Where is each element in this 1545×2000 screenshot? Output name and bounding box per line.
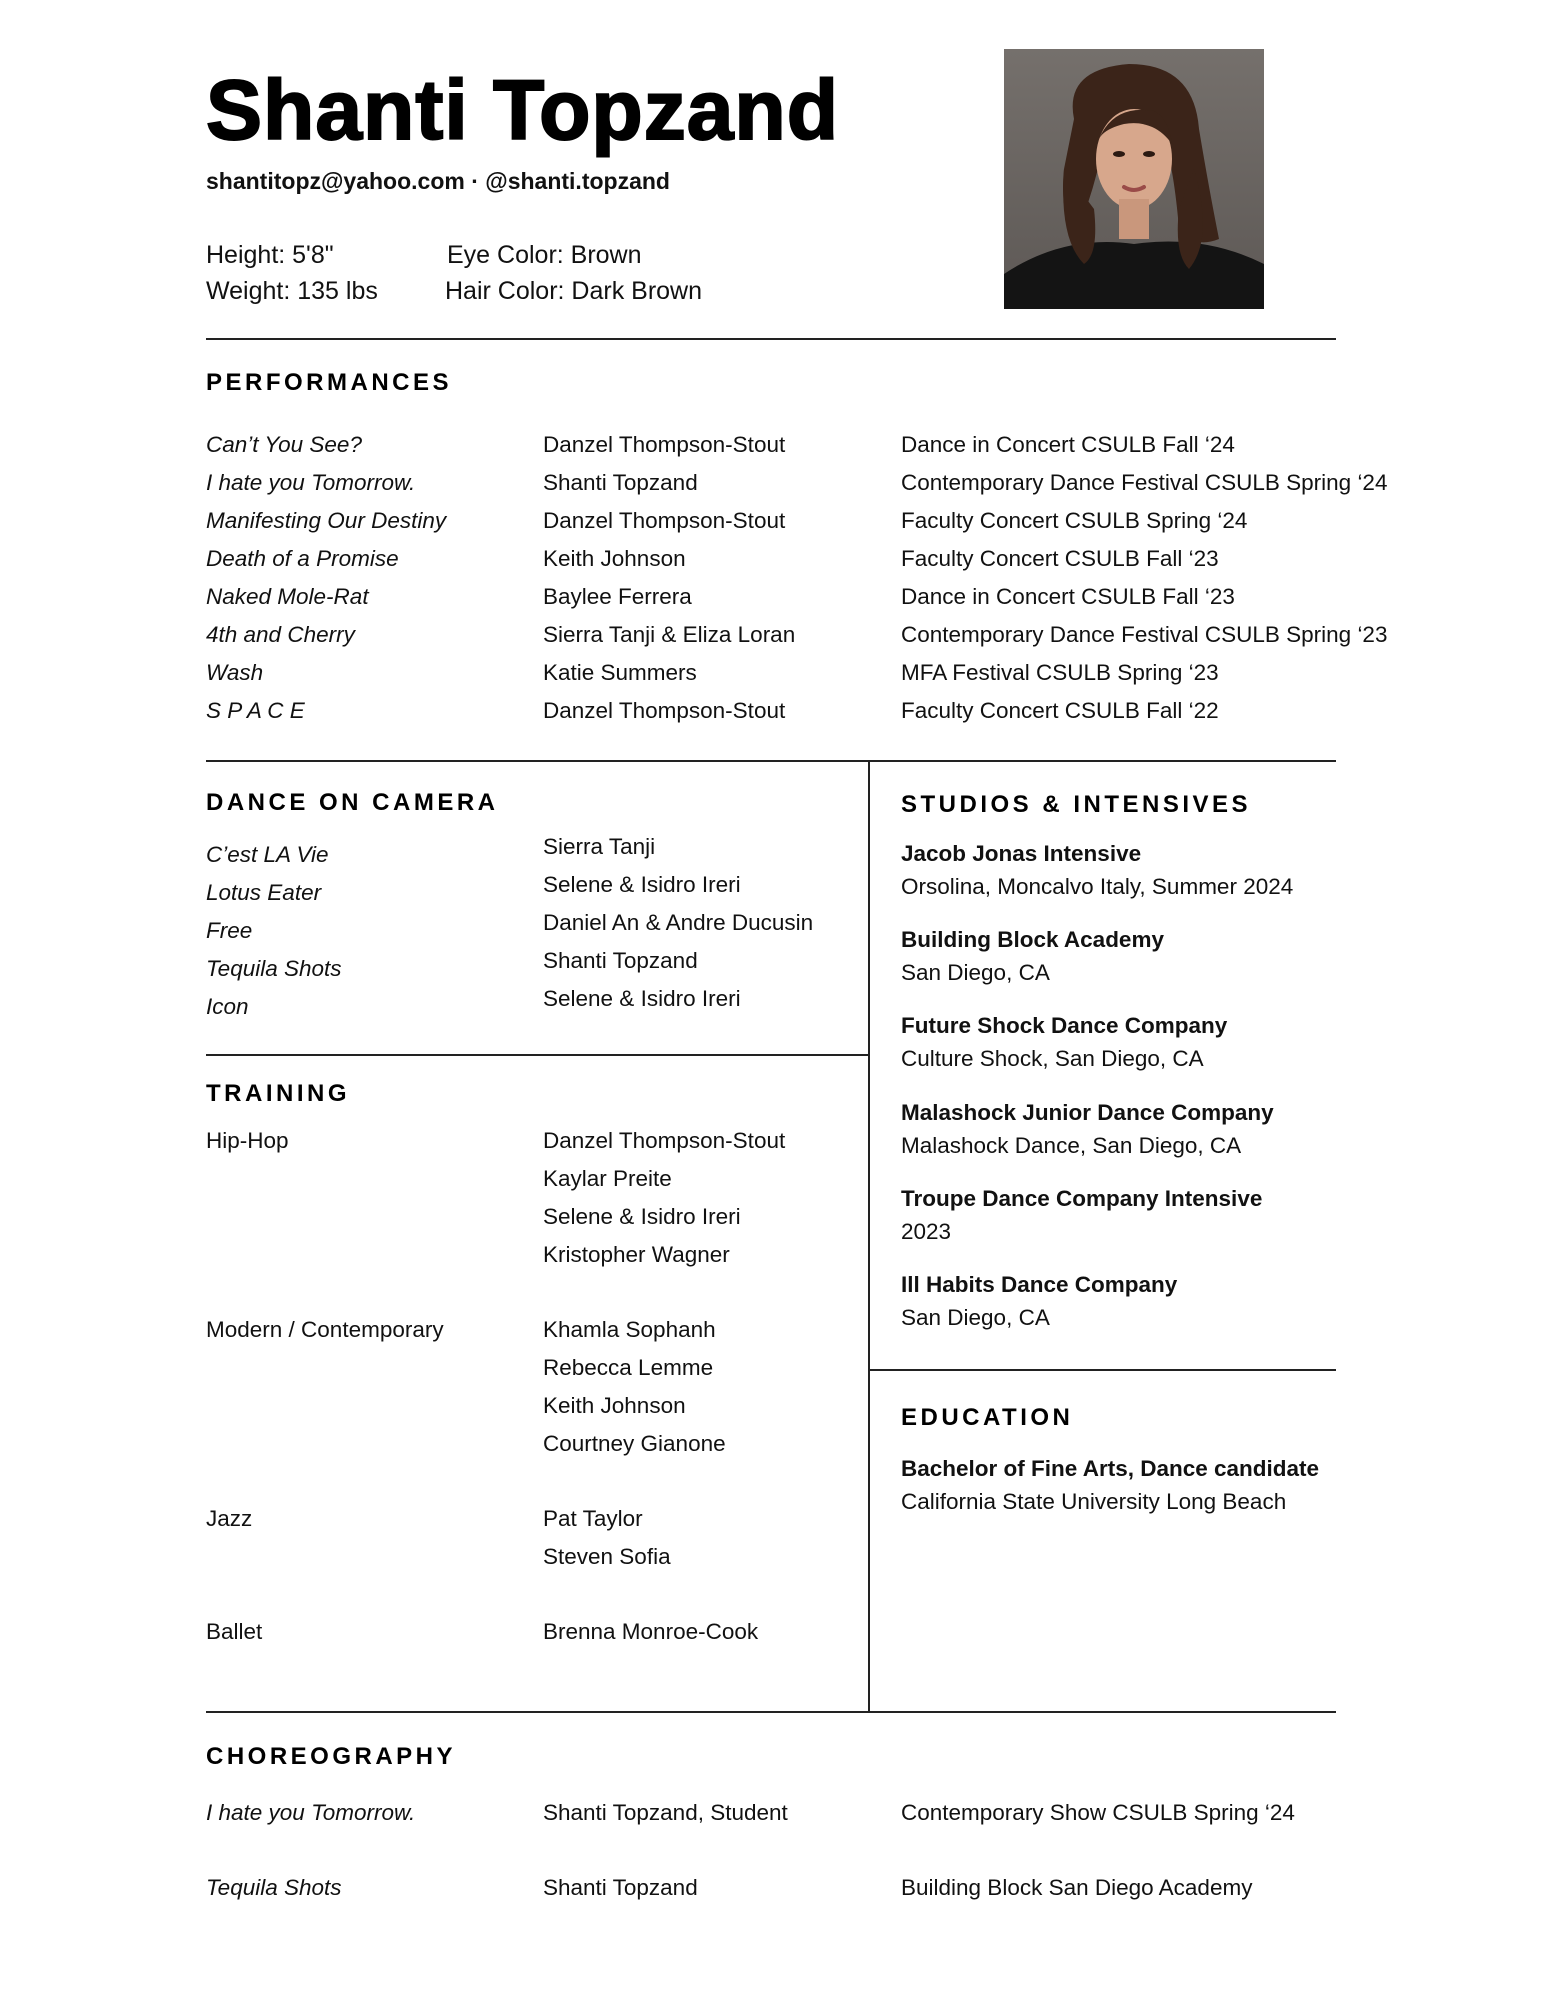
training-teacher: Keith Johnson (543, 1393, 686, 1418)
studio-name: Malashock Junior Dance Company (901, 1100, 1274, 1125)
choreography-venue: Contemporary Show CSULB Spring ‘24 (901, 1800, 1295, 1825)
training-heading: TRAINING (206, 1080, 350, 1107)
performance-choreographer: Danzel Thompson-Stout (543, 698, 786, 723)
training-style: Hip-Hop (206, 1128, 289, 1153)
performance-title: Can’t You See? (206, 432, 362, 457)
performance-title: I hate you Tomorrow. (206, 470, 416, 495)
studio-detail: San Diego, CA (901, 960, 1050, 985)
studio-detail: Culture Shock, San Diego, CA (901, 1046, 1204, 1071)
column-divider (868, 760, 870, 1712)
studio-detail: 2023 (901, 1219, 952, 1244)
performance-venue: Faculty Concert CSULB Fall ‘22 (901, 698, 1219, 723)
camera-title: Free (206, 918, 253, 943)
performance-title: 4th and Cherry (206, 622, 355, 647)
studio-name: Future Shock Dance Company (901, 1013, 1228, 1038)
header-divider (206, 338, 1336, 340)
performance-choreographer: Keith Johnson (543, 546, 686, 571)
camera-title: Tequila Shots (206, 956, 342, 981)
camera-title: C’est LA Vie (206, 842, 329, 867)
camera-divider (206, 1054, 868, 1056)
training-teacher: Steven Sofia (543, 1544, 671, 1569)
performance-title: Manifesting Our Destiny (206, 508, 447, 533)
studio-name: Jacob Jonas Intensive (901, 841, 1142, 866)
choreography-heading: CHOREOGRAPHY (206, 1743, 457, 1770)
training-style: Jazz (206, 1506, 253, 1531)
camera-title: Lotus Eater (206, 880, 322, 905)
resume-name: Shanti Topzand (206, 63, 840, 157)
training-teacher: Rebecca Lemme (543, 1355, 714, 1380)
studio-name: Building Block Academy (901, 927, 1164, 952)
training-divider (206, 1711, 1336, 1713)
training-teacher: Courtney Gianone (543, 1431, 726, 1456)
studio-detail: Malashock Dance, San Diego, CA (901, 1133, 1242, 1158)
training-teacher: Kristopher Wagner (543, 1242, 730, 1267)
eye-color-stat: Eye Color: Brown (447, 241, 642, 269)
headshot-portrait-icon (1004, 49, 1264, 309)
studio-detail: San Diego, CA (901, 1305, 1050, 1330)
studios-heading: STUDIOS & INTENSIVES (901, 791, 1252, 818)
performance-choreographer: Shanti Topzand (543, 470, 698, 495)
training-teacher: Khamla Sophanh (543, 1317, 716, 1342)
height-stat: Height: 5'8" (206, 241, 334, 269)
performance-venue: Contemporary Dance Festival CSULB Spring ‘23 (901, 622, 1388, 647)
performance-venue: MFA Festival CSULB Spring ‘23 (901, 660, 1219, 685)
studio-name: Ill Habits Dance Company (901, 1272, 1178, 1297)
studios-divider (868, 1369, 1336, 1371)
camera-director: Daniel An & Andre Ducusin (543, 910, 814, 935)
performance-choreographer: Sierra Tanji & Eliza Loran (543, 622, 796, 647)
studio-detail: Orsolina, Moncalvo Italy, Summer 2024 (901, 874, 1294, 899)
performance-title: Wash (206, 660, 264, 685)
performances-divider (206, 760, 1336, 762)
education-school: California State University Long Beach (901, 1489, 1287, 1514)
performance-choreographer: Danzel Thompson-Stout (543, 432, 786, 457)
training-style: Modern / Contemporary (206, 1317, 444, 1342)
training-style: Ballet (206, 1619, 263, 1644)
training-teacher: Kaylar Preite (543, 1166, 672, 1191)
performance-venue: Faculty Concert CSULB Fall ‘23 (901, 546, 1219, 571)
performances-heading: PERFORMANCES (206, 369, 453, 396)
performance-venue: Faculty Concert CSULB Spring ‘24 (901, 508, 1248, 533)
performance-choreographer: Katie Summers (543, 660, 697, 685)
training-teacher: Danzel Thompson-Stout (543, 1128, 786, 1153)
performance-venue: Dance in Concert CSULB Fall ‘23 (901, 584, 1235, 609)
camera-title: Icon (206, 994, 249, 1019)
training-teacher: Brenna Monroe-Cook (543, 1619, 759, 1644)
headshot-photo (1004, 49, 1264, 309)
performance-title: Death of a Promise (206, 546, 399, 571)
performance-choreographer: Baylee Ferrera (543, 584, 692, 609)
training-teacher: Selene & Isidro Ireri (543, 1204, 741, 1229)
choreography-title: I hate you Tomorrow. (206, 1800, 416, 1825)
camera-director: Selene & Isidro Ireri (543, 986, 741, 1011)
choreography-credit: Shanti Topzand (543, 1875, 698, 1900)
performance-title: Naked Mole-Rat (206, 584, 369, 609)
hair-color-stat: Hair Color: Dark Brown (445, 277, 703, 305)
training-teacher: Pat Taylor (543, 1506, 643, 1531)
education-heading: EDUCATION (901, 1404, 1074, 1431)
education-degree: Bachelor of Fine Arts, Dance candidate (901, 1456, 1320, 1481)
camera-director: Shanti Topzand (543, 948, 698, 973)
performance-venue: Dance in Concert CSULB Fall ‘24 (901, 432, 1235, 457)
performance-venue: Contemporary Dance Festival CSULB Spring ‘24 (901, 470, 1388, 495)
choreography-credit: Shanti Topzand, Student (543, 1800, 788, 1825)
choreography-venue: Building Block San Diego Academy (901, 1875, 1253, 1900)
weight-stat: Weight: 135 lbs (206, 277, 378, 305)
dance-on-camera-heading: DANCE ON CAMERA (206, 789, 499, 816)
camera-director: Selene & Isidro Ireri (543, 872, 741, 897)
choreography-title: Tequila Shots (206, 1875, 342, 1900)
contact-line: shantitopz@yahoo.com · @shanti.topzand (206, 168, 670, 194)
studio-name: Troupe Dance Company Intensive (901, 1186, 1263, 1211)
performance-title: S P A C E (206, 698, 305, 723)
camera-director: Sierra Tanji (543, 834, 656, 859)
performance-choreographer: Danzel Thompson-Stout (543, 508, 786, 533)
